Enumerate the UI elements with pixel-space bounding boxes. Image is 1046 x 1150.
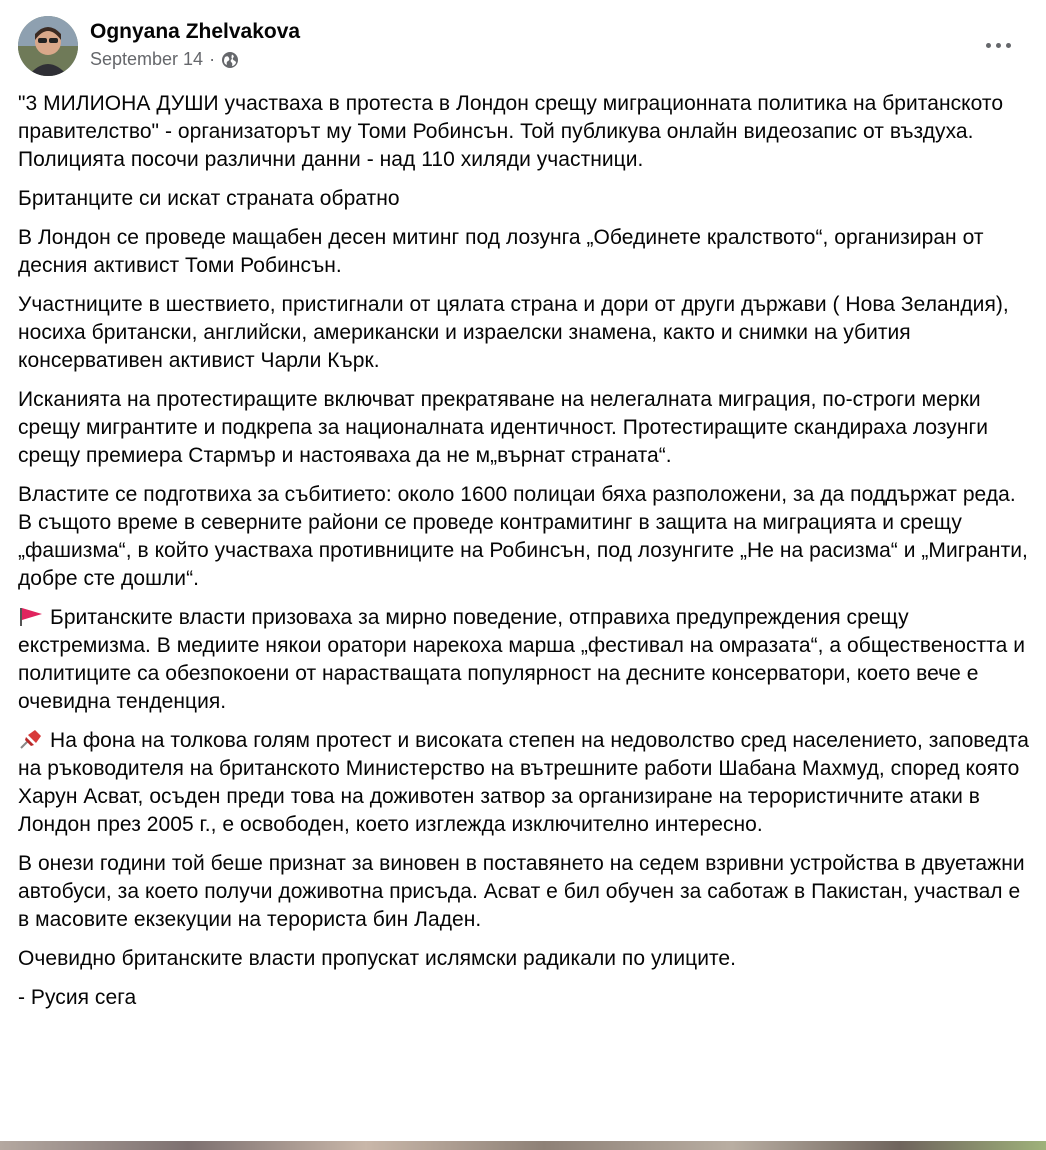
paragraph-10: Очевидно британските власти пропускат ислямски радикали по улиците. [18,947,737,970]
paragraph-7 [18,604,1033,716]
post-date[interactable]: September 14 [90,49,204,69]
paragraph-text: "3 МИЛИОНА ДУШИ участваха в протеста в Лондон срещу миграционната политика на британското правителство" - организаторът му Томи Робинсън. Той публикува онлайн видеозапис от въздуха. [18,92,1004,143]
paragraph-text: На фона на толкова голям протест и високата степен на недоволство сред населението, заповедта на ръководителя на британското Министерство на вътрешните работи Шабана Махмуд, според която Харун Асват, осъден преди това на доживотен затвор за организиране на терористичните атаки в Лондон през 2005 г., е освободен, което изглежда изключително интересно. [18,729,1029,836]
paragraph-4: Участниците в шествието, пристигнали от цялата страна и дори от други държави ( Нова Зеландия), носиха британски, английски, американски и израелски знамена, както и снимки на убития консервативен активист Чарли Кърк. [18,293,1009,372]
more-dots-icon [1006,43,1011,48]
paragraph-3: В Лондон се проведе мащабен десен митинг под лозунга „Обединете кралството“, организиран от десния активист Томи Робинсън. [18,226,984,277]
red-flag-icon [18,605,44,627]
paragraph-11: - Русия сега [18,986,137,1009]
paragraph-6: Властите се подготвиха за събитието: около 1600 полицаи бяха разположени, за да поддържат реда. В същото време в северните райони се проведе контрамитинг в защита на миграцията и срещу „фашизма“, в който участваха противниците на Робинсън, под лозунгите „Не на расизма“ и „Мигранти, добре сте дошли“. [18,483,1028,590]
more-options-button[interactable] [976,30,1020,60]
pushpin-icon [18,728,44,750]
paragraph-text: Полицията посочи различни данни - над 110 хиляди участници. [18,148,644,171]
more-dots-icon [986,43,991,48]
paragraph-text: Британските власти призоваха за мирно поведение, отправиха предупреждения срещу екстремизма. В медиите някои оратори нарекоха марша „фестивал на омразата“, а обществеността и политиците са обезпокоени от нарастващата популярност на десните консерватори, което вече е очевидна тенденция. [18,606,1026,713]
paragraph-1 [18,90,1033,174]
post-text [18,90,1033,1023]
paragraph-8 [18,727,1033,839]
attached-photo-edge[interactable] [0,1141,1046,1150]
post-meta [90,49,239,70]
paragraph-9: В онези години той беше признат за виновен в поставянето на седем взривни устройства в двуетажни автобуси, за което получи доживотна присъда. Асват е бил обучен за саботаж в Пакистан, участвал е в масовите екзекуции на терориста бин Ладен. [18,852,1025,931]
meta-separator: · [209,49,216,69]
globe-icon[interactable] [221,51,239,69]
post-header [18,16,1028,78]
more-dots-icon [996,43,1001,48]
paragraph-5: Исканията на протестиращите включват прекратяване на нелегалната миграция, по-строги мерки срещу мигрантите и подкрепа за националната идентичност. Протестиращите скандираха лозунги срещу премиера Стармър и настояваха да не м„върнат страната“. [18,388,988,467]
paragraph-2: Британците си искат страната обратно [18,187,400,210]
avatar-image [18,16,78,76]
avatar[interactable] [18,16,78,76]
author-name[interactable]: Ognyana Zhelvakova [90,20,301,43]
